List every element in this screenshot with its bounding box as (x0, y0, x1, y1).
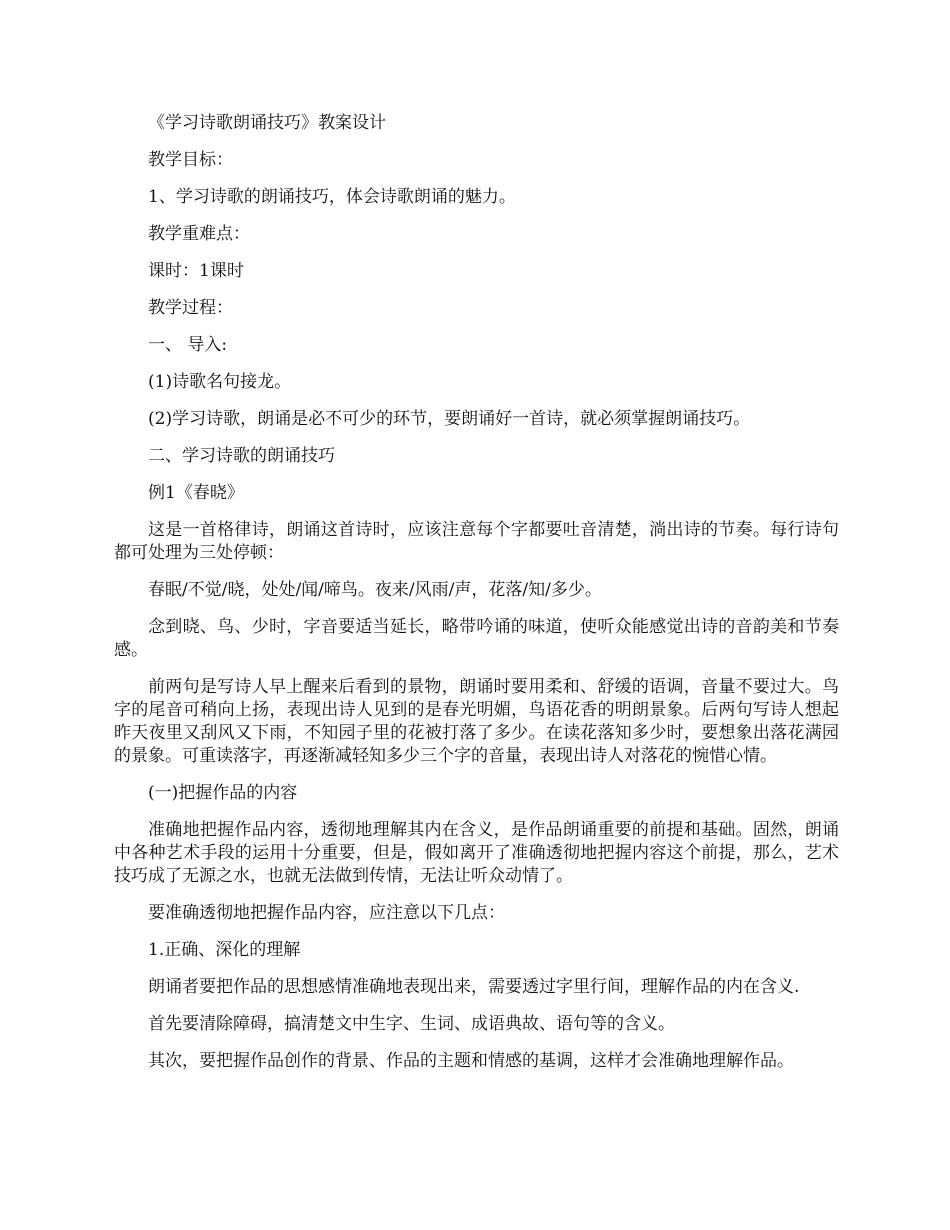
example-1-description: 这是一首格律诗，朗诵这首诗时，应该注意每个字都要吐音清楚，淌出诗的节奏。每行诗句都可处理为三处停顿： (114, 520, 839, 563)
poem-analysis: 前两句是写诗人早上醒来后看到的景物，朗诵时要用柔和、舒缓的语调，音量不要过大。鸟字的尾音可稍向上扬，表现出诗人见到的是春光明媚，鸟语花香的明朗景象。后两句写诗人想起昨天夜里又刮风又下雨，不知园子里的花被打落了多少。在读花落知多少时，要想象出落花满园的景象。可重读落字，再逐渐减轻知多少三个字的音量，表现出诗人对落花的惋惜心情。 (114, 677, 839, 766)
poem-pauses: 春眠/不觉/晓，处处/闻/啼鸟。夜来/风雨/声，花落/知/多少。 (148, 580, 602, 600)
point-1-second: 其次，要把握作品创作的背景、作品的主题和情感的基调，这样才会准确地理解作品。 (148, 1051, 794, 1071)
class-hours: 课时：1课时 (148, 261, 244, 281)
document-body (114, 112, 839, 1087)
document-title: 《学习诗歌朗诵技巧》教案设计 (148, 113, 386, 133)
subsection-content-heading: (一)把握作品的内容 (148, 783, 298, 803)
point-1-text: 朗诵者要把作品的思想感情准确地表现出来，需要透过字里行间，理解作品的内在含义. (148, 977, 800, 997)
content-points-intro: 要准确透彻地把握作品内容，应注意以下几点： (148, 903, 505, 923)
point-1-first: 首先要清除障碍，搞清楚文中生字、生词、成语典故、语句等的含义。 (148, 1014, 675, 1034)
goal-item-1: 1、学习诗歌的朗诵技巧，体会诗歌朗诵的魅力。 (148, 187, 516, 207)
poem-rhythm-note: 念到晓、鸟、少时，字音要适当延长，略带吟诵的味道，使听众能感觉出诗的音韵美和节奏感。 (114, 617, 839, 660)
intro-step-2: (2)学习诗歌，朗诵是必不可少的环节，要朗诵好一首诗，就必须掌握朗诵技巧。 (148, 409, 751, 429)
section-intro-heading: 一、 导入: (148, 335, 228, 355)
heading-key-difficulties: 教学重难点： (148, 224, 250, 244)
heading-teaching-process: 教学过程： (148, 298, 233, 318)
intro-step-1: (1)诗歌名句接龙。 (148, 372, 292, 392)
heading-teaching-goals: 教学目标： (148, 150, 233, 170)
content-importance: 准确地把握作品内容，透彻地理解其内在含义，是作品朗诵重要的前提和基础。固然，朗诵中各种艺术手段的运用十分重要，但是，假如离开了准确透彻地把握内容这个前提，那么，艺术技巧成了无源之水，也就无法做到传情，无法让听众动情了。 (114, 820, 839, 886)
section-techniques-heading: 二、学习诗歌的朗诵技巧 (148, 446, 335, 466)
point-1-heading: 1.正确、深化的理解 (148, 940, 301, 960)
example-1-heading: 例1《春晓》 (148, 483, 244, 503)
